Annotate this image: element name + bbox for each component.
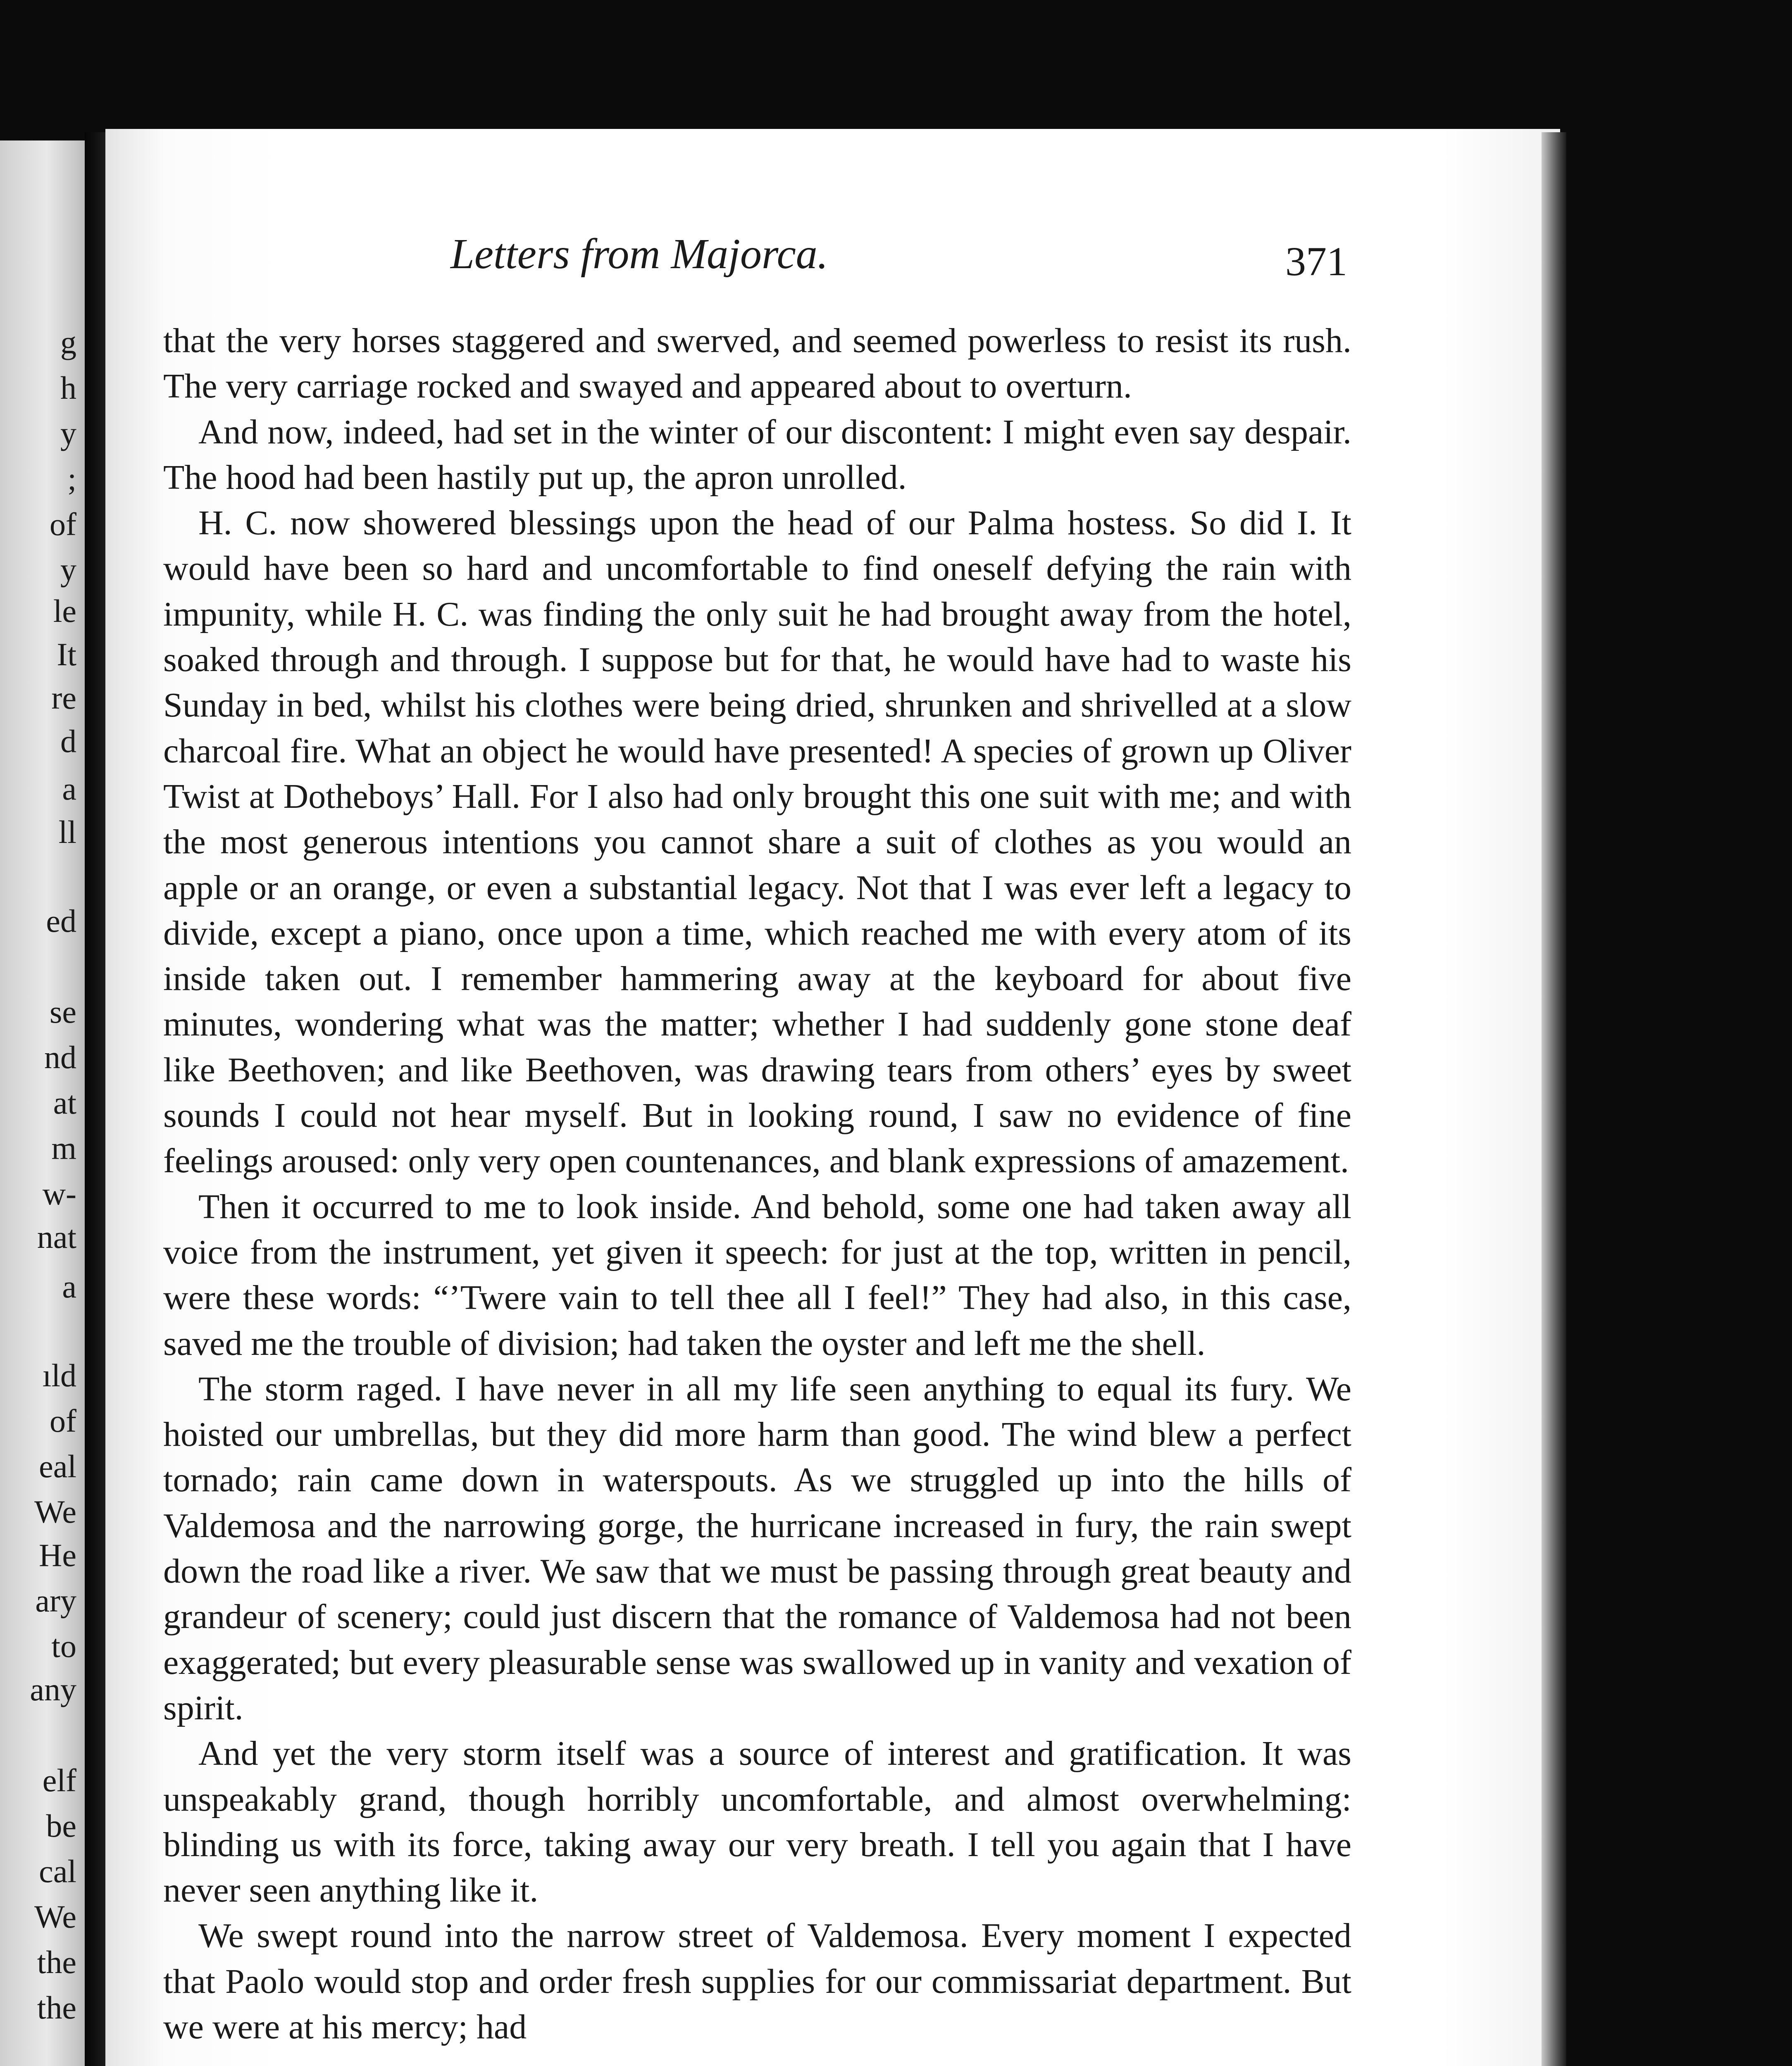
facing-page-fragment: w- — [42, 1176, 76, 1212]
facing-page-fragment: ary — [35, 1583, 76, 1619]
body-text — [163, 318, 1351, 2050]
facing-page-fragment: any — [30, 1671, 76, 1707]
facing-page-fragment: re — [51, 680, 76, 716]
facing-page-fragment: We — [34, 1899, 76, 1935]
facing-page-fragment: He — [39, 1537, 76, 1573]
paragraph: And now, indeed, had set in the winter of our discontent: I might even say despair. The hood had been hastily put up, the apron unrolled. — [163, 412, 1351, 497]
facing-page-fragment: y — [60, 552, 76, 588]
facing-page-fragment: cal — [39, 1853, 76, 1889]
paragraph: And yet the very storm itself was a source of interest and gratification. It was unspeakably grand, though horribly uncomfortable, and almost overwhelming: blinding us with its force, taking away our very breath. I tell you again that I have never seen anything like it. — [163, 1734, 1351, 1910]
facing-page-fragment: nat — [37, 1219, 76, 1255]
facing-page-fragment: a — [62, 1269, 76, 1304]
paragraph: that the very horses staggered and swerved, and seemed powerless to resist its rush. The very carriage rocked and swayed and appeared about to overturn. — [163, 321, 1351, 406]
facing-page-fragment: the — [37, 1944, 76, 1980]
facing-page-fragment: of — [50, 1403, 76, 1439]
running-title: Letters from Majorca. — [450, 230, 828, 278]
facing-page — [0, 140, 85, 2066]
facing-page-fragment: eal — [39, 1448, 76, 1484]
facing-page-fragment: ıld — [42, 1357, 76, 1393]
facing-page-fragment: m — [51, 1130, 76, 1166]
facing-page-fragment: the — [37, 1990, 76, 2026]
facing-page-fragment: ll — [58, 814, 76, 850]
facing-page-fragment: be — [46, 1808, 76, 1844]
facing-page-fragment: ed — [46, 903, 76, 939]
page-edge — [1542, 132, 1566, 2066]
facing-page-fragment: g — [60, 324, 76, 360]
facing-page-fragment: to — [51, 1628, 76, 1664]
facing-page-fragment: ; — [67, 461, 76, 497]
paragraph: The storm raged. I have never in all my life seen anything to equal its fury. We hoisted our umbrellas, but they did more harm than good. The wind blew a perfect tornado; rain came down in waterspouts. As we struggled up into the hills of Valdemosa and the narrowing gorge, the hurricane increased in fury, the rain swept down the road like a river. We saw that we must be passing through great beauty and grandeur of scenery; could just discern that the romance of Valdemosa had not been exaggerated; but every pleasurable sense was swallowed up in vanity and vexation of spirit. — [163, 1369, 1351, 1727]
facing-page-fragment: y — [60, 415, 76, 451]
facing-page-fragment: nd — [44, 1039, 76, 1075]
facing-page-fragment: d — [60, 723, 76, 759]
paragraph: We swept round into the narrow street of Valdemosa. Every moment I expected that Paolo would stop and order fresh supplies for our commissariat department. But we were at his mercy; had — [163, 1916, 1351, 2046]
facing-page-fragment: It — [57, 636, 76, 672]
facing-page-fragment: h — [60, 370, 76, 406]
facing-page-fragment: We — [34, 1494, 76, 1530]
facing-page-fragment: se — [50, 994, 76, 1030]
paragraph: H. C. now showered blessings upon the head of our Palma hostess. So did I. It would have been so hard and uncomfortable to find oneself defying the rain with impunity, while H. C. was finding the only suit he had brought away from the hotel, soaked through and through. I suppose but for that, he would have had to waste his Sunday in bed, whilst his clothes were being dried, shrunken and shrivelled at a slow charcoal fire. What an object he would have presented! A species of grown up Oliver Twist at Dotheboys’ Hall. For I also had only brought this one suit with me; and with the most generous intentions you cannot share a suit of clothes as you would an apple or an orange, or even a substantial legacy. Not that I was ever left a legacy to divide, except a piano, once upon a time, which reached me with every atom of its inside taken out. I remember hammering away at the keyboard for about five minutes, wondering what was the matter; whether I had suddenly gone stone deaf like Beethoven; and like Beethoven, was drawing tears from others’ eyes by sweet sounds I could not hear myself. But in looking round, I saw no evidence of fine feelings aroused: only very open countenances, and blank expressions of amazement. — [163, 504, 1351, 1181]
paragraph: Then it occurred to me to look inside. And behold, some one had taken away all voice from the instrument, yet given it speech: for just at the top, written in pencil, were these words: “’Twere vain to tell thee all I feel!” They had also, in this case, saved me the trouble of division; had taken the oyster and left me the shell. — [163, 1187, 1351, 1363]
page-number: 371 — [1285, 238, 1347, 284]
facing-page-fragment: elf — [42, 1762, 76, 1798]
facing-page-fragment: of — [50, 506, 76, 542]
facing-page-fragment: at — [53, 1085, 76, 1121]
facing-page-fragment: le — [53, 593, 76, 629]
facing-page-fragment: a — [62, 771, 76, 807]
